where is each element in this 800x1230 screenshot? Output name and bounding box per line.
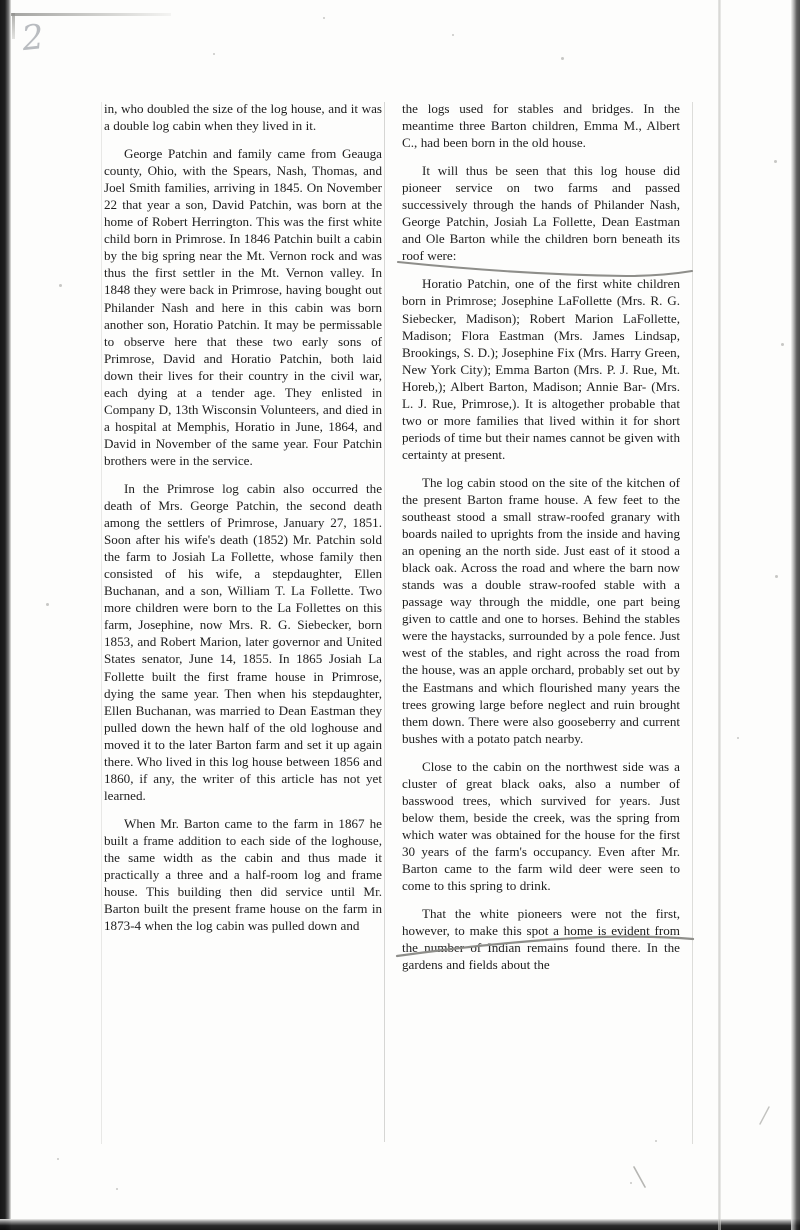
- scan-speck: [452, 34, 454, 36]
- scan-corner-rule-vertical: [12, 13, 15, 39]
- paragraph: Close to the cabin on the northwest side was a cluster of great black oaks, also a number of basswood trees, which survived for years. Just below them, beside the creek, was the spring from which water was obtained for the house for the first 30 years of the farm's occupancy. Even after Mr. Barton came to the farm wild deer were seen to come to this spring to drink.: [402, 758, 680, 894]
- paragraph: It will thus be seen that this log house did pioneer service on two farms and passed successively through the hands of Philander Nash, George Patchin, Josiah La Follette, Dean Eastman and Ole Barton while the children born beneath its roof were:: [402, 163, 680, 264]
- scan-speck: [59, 284, 62, 287]
- scan-speck: [775, 575, 778, 578]
- scan-speck: [323, 17, 325, 19]
- column-rule-left: [101, 102, 102, 1144]
- scan-speck: [116, 1188, 118, 1190]
- handwritten-page-number: 2: [19, 16, 46, 60]
- scan-speck: [774, 160, 777, 163]
- paragraph: the logs used for stables and bridges. In the meantime three Barton children, Emma M., Albert C., had been born in the old house.: [402, 101, 680, 151]
- scan-speck: [561, 57, 564, 60]
- scan-edge-bottom: [0, 1219, 800, 1230]
- left-column: [104, 100, 382, 984]
- paragraph: The log cabin stood on the site of the kitchen of the present Barton frame house. A few feet to the southeast stood a small straw-roofed granary with boards nailed to uprights from the inside and having an opening an the north side. Just east of it stood a black oak. Across the road and where the barn now stands was a double straw-roofed stable with a passage way through the middle, one part being given to cattle and one to horses. Behind the stables were the haystacks, surrounded by a pole fence. Just west of the stables, and right across the road from the house, was an apple orchard, probably set out by the Eastmans and which flourished many years the trees growing large before neglect and ruin brought them down. There were also gooseberry and current bushes with a potato patch nearby.: [402, 474, 680, 746]
- paragraph: In the Primrose log cabin also occurred the death of Mrs. George Patchin, the second death among the settlers of Primrose, January 27, 1851. Soon after his wife's death (1852) Mr. Patchin sold the farm to Josiah La Follette, whose family then consisted of his wife, a stepdaughter, Ellen Buchanan, and a son, William T. La Follette. Two more children were born to the La Follettes on this farm, Josephine, now Mrs. R. G. Siebecker, born 1853, and Robert Marion, later governor and United States senator, June 14, 1855. In 1865 Josiah La Follette built the first frame house in Primrose, dying the same year. Then when his stepdaughter, Ellen Buchanan, was married to Dean Eastman they pulled down the hewn half of the old loghouse and moved it to the later Barton farm and set it up again there. Who lived in this log house between 1856 and 1860, if any, the writer of this article has not yet learned.: [104, 480, 382, 803]
- article-body: [104, 100, 694, 984]
- right-column: [402, 100, 680, 984]
- paragraph: When Mr. Barton came to the farm in 1867 he built a frame addition to each side of the loghouse, the same width as the cabin and thus made it practically a three and a half-room log and frame house. This building then did service until Mr. Barton built the present frame house on the farm in 1873-4 when the log cabin was pulled down and: [104, 815, 382, 934]
- scan-edge-left: [0, 0, 11, 1230]
- scan-speck: [630, 1182, 632, 1184]
- scan-speck: [781, 343, 784, 346]
- scan-speck: [737, 737, 739, 739]
- paragraph: in, who doubled the size of the log house, and it was a double log cabin when they lived in it.: [104, 101, 382, 134]
- paragraph: George Patchin and family came from Geauga county, Ohio, with the Spears, Nash, Thomas, and Joel Smith families, arriving in 1845. On November 22 that year a son, David Patchin, was born at the home of Robert Herrington. This was the first white child born in Primrose. In 1846 Patchin built a cabin by the big spring near the Mt. Vernon rock and was thus the first settler in the Mt. Vernon valley. In 1848 they were back in Primrose, having bought out Philander Nash and here in this cabin was born another son, Horatio Patchin. It may be permissable to observe here that these two early sons of Primrose, David and Horatio Patchin, both laid down their lives for their country in the civil war, each dying at a tender age. They enlisted in Company D, 13th Wisconsin Volunteers, and died in a hospital at Memphis, Horatio in June, 1864, and David in November of the same year. Four Patchin brothers were in the service.: [104, 146, 382, 468]
- scan-edge-right: [791, 0, 800, 1230]
- scan-speck: [213, 53, 215, 55]
- pencil-tick-mark: [632, 1165, 650, 1191]
- scan-speck: [57, 1158, 59, 1160]
- paragraph: Horatio Patchin, one of the first white children born in Primrose; Josephine LaFollette (Mrs. R. G. Siebecker, Madison); Robert Marion LaFollette, Madison; Flora Eastman (Mrs. James Lindsap, Brookings, S. D.); Josephine Fix (Mrs. Harry Green, New York City); Emma Barton (Mrs. P. J. Rue, Mt. Horeb,); Albert Barton, Madison; Annie Bar- (Mrs. L. J. Rue, Primrose,). It is altogether probable that two or more families that lived within it for short periods of time but their names cannot be given with certainty at present.: [402, 276, 680, 462]
- paragraph: That the white pioneers were not the first, however, to make this spot a home is evident from the number of Indian remains found there. In the gardens and fields about the: [402, 906, 680, 973]
- scan-speck: [46, 603, 49, 606]
- page-fold-line: [718, 0, 721, 1230]
- scan-speck: [655, 1140, 657, 1142]
- scan-corner-rule: [11, 13, 171, 16]
- pencil-tick-mark: [757, 1105, 773, 1127]
